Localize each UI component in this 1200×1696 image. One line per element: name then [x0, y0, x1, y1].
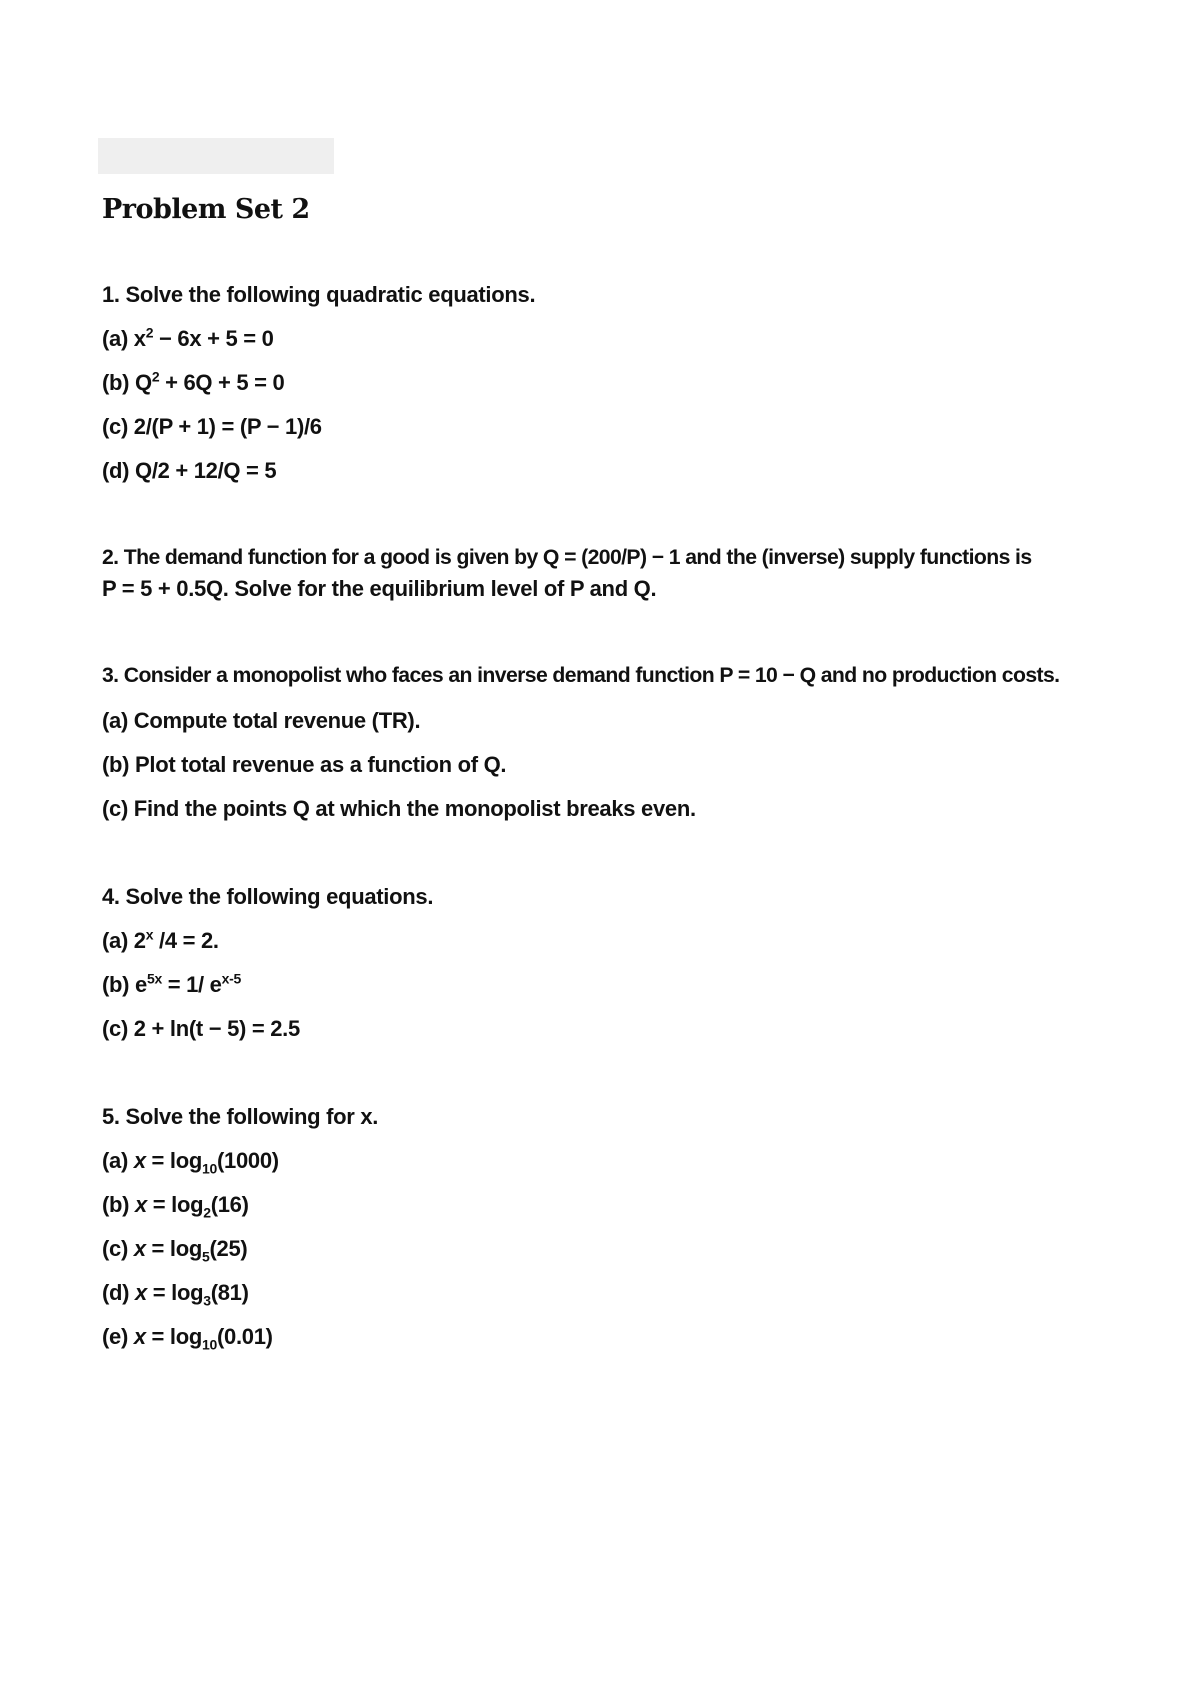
q3-item-c: (c) Find the points Q at which the monopolist breaks even. [102, 796, 696, 821]
q5-item-c: (c) $x = \log_5(25)$ [102, 1236, 248, 1265]
q3-item-b: (b) Plot total revenue as a function of Q. [102, 752, 507, 777]
q4-item-a: (a) 2$^x$ /4 = 2. [102, 926, 219, 953]
q1-item-a: (a) $x^2 - 6x + 5 = 0$ [102, 324, 274, 351]
q4-item-b: (b) $e^{5x} = 1/$ $e^{x-5}$ [102, 970, 241, 997]
q3-item-a: (a) Compute total revenue (TR). [102, 708, 421, 733]
redacted-header-block [98, 138, 334, 174]
q2-line-1: 2. The demand function for a good is given by Q = (200/P) − 1 and the (inverse) supply functions is [102, 546, 1032, 569]
q4-item-c: (c) 2 + ln(t − 5) = 2.5 [102, 1016, 300, 1041]
q3-prompt: 3. Consider a monopolist who faces an inverse demand function P = 10 − Q and no production costs. [102, 664, 1060, 687]
q5-item-e: (e) $x = \log_{10}(0.01)$ [102, 1324, 273, 1353]
q5-item-a: (a) $x = \log_{10}(1000)$ [102, 1148, 279, 1177]
q1-item-d: (d) Q/2 + 12/Q = 5 [102, 458, 277, 483]
q5-item-b: (b) $x = \log_2(16)$ [102, 1192, 249, 1221]
q4-prompt: 4. Solve the following equations. [102, 884, 434, 909]
q2-line-2: P = 5 + 0.5Q. Solve for the equilibrium level of P and Q. [102, 576, 657, 601]
page-title: Problem Set 2 [102, 194, 310, 225]
q1-item-c: (c) 2/(P + 1) = (P − 1)/6 [102, 414, 322, 439]
q1-prompt: 1. Solve the following quadratic equations. [102, 282, 536, 307]
q5-item-d: (d) $x = \log_3(81)$ [102, 1280, 249, 1309]
q1-item-b: (b) $Q^2 + 6Q + 5 = 0$ [102, 368, 285, 395]
q5-prompt: 5. Solve the following for x. [102, 1104, 379, 1129]
